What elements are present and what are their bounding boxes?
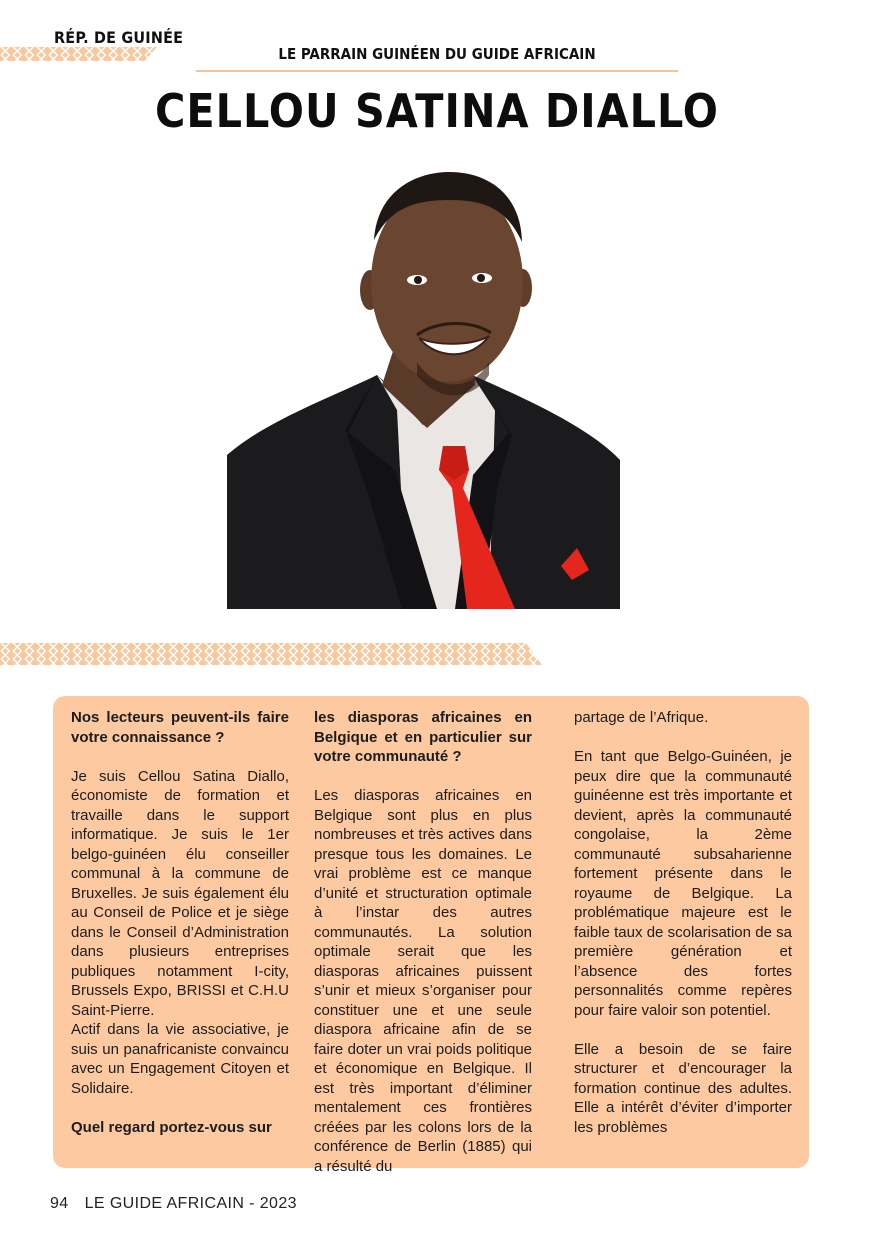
interview-question: Quel regard portez-vous sur bbox=[71, 1118, 272, 1136]
interview-question: Nos lecteurs peuvent-ils faire votre connaissance ? bbox=[71, 709, 289, 746]
answer-paragraph: Elle a besoin de se faire structurer et d’encourager la formation continue des adultes. Elle a intérêt d’éviter d’importer les problèmes bbox=[574, 1040, 792, 1136]
article-column-3 bbox=[574, 708, 792, 1152]
page-title: CELLOU SATINA DIALLO bbox=[155, 84, 719, 138]
section-label: RÉP. DE GUINÉE bbox=[54, 28, 184, 47]
kicker-divider bbox=[196, 70, 678, 72]
publication-name: LE GUIDE AFRICAIN - 2023 bbox=[84, 1195, 297, 1212]
page-number: 94 bbox=[50, 1195, 69, 1212]
answer-paragraph: Actif dans la vie associative, je suis un panafricaniste convaincu avec un Engagement Citoyen et Solidaire. bbox=[71, 1021, 289, 1097]
decorative-band-top bbox=[0, 47, 157, 61]
portrait-illustration bbox=[227, 170, 620, 609]
answer-paragraph: En tant que Belgo-Guinéen, je peux dire que la communauté guinéenne est très importante et devient, après la communauté congolaise, la 2ème communauté subsaharienne fortement présente dans le royaume de Belgique. La problématique majeure est le faible taux de scolarisation de sa première génération et l’absence des fortes personnalités comme repères pour faire valoir son potentiel. bbox=[574, 748, 792, 1019]
decorative-band-middle bbox=[0, 643, 542, 665]
answer-paragraph: Je suis Cellou Satina Diallo, économiste de formation et travaille dans le support informatique. Je suis le 1er belgo-guinéen élu conseiller communal à la commune de Bruxelles. Je suis également élu au Conseil de Police et je siège dans le Conseil d’Administration dans plusieurs entreprises publiques notamment I-city, Brussels Expo, BRISSI et C.H.U Saint-Pierre. bbox=[71, 767, 289, 1019]
article-column-2 bbox=[314, 708, 532, 1175]
article-column-1 bbox=[71, 708, 289, 1152]
answer-paragraph: partage de l’Afrique. bbox=[574, 709, 709, 726]
article-kicker: LE PARRAIN GUINÉEN DU GUIDE AFRICAIN bbox=[278, 45, 596, 63]
interview-question: les diasporas africaines en Belgique et en particulier sur votre communauté ? bbox=[314, 709, 532, 765]
page-footer bbox=[50, 1195, 297, 1213]
answer-paragraph: Les diasporas africaines en Belgique sont plus en plus nombreuses et très actives dans presque tous les domaines. Le vrai problème est ce manque d’unité et structuration optimale à l’instar des autres communautés. La solution optimale serait que les diasporas africaines puissent s’unir et mieux s’organiser pour constituer une et une seule diaspora africaine afin de se faire doter un vrai poids politique et économique en Belgique. Il est très important d’éliminer mentalement ces frontières créées par les colons lors de la conférence de Berlin (1885) qui a résulté du bbox=[314, 787, 532, 1175]
portrait-photo bbox=[227, 170, 620, 609]
